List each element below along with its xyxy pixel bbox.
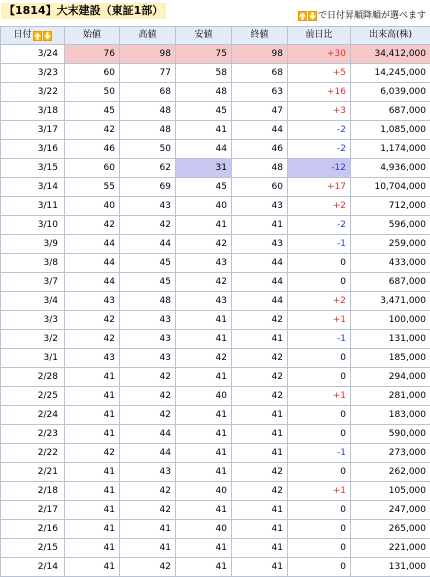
cell-date: 2/28: [1, 368, 65, 387]
cell-change: -2: [288, 140, 351, 159]
column-header-low: 安値: [176, 27, 232, 45]
table-row: [1, 140, 430, 159]
cell-high: 43: [120, 197, 176, 216]
cell-change: +2: [288, 292, 351, 311]
cell-change: -1: [288, 444, 351, 463]
cell-date: 2/25: [1, 387, 65, 406]
cell-date: 3/2: [1, 330, 65, 349]
cell-volume: 281,000: [351, 387, 430, 406]
cell-open: 41: [65, 406, 120, 425]
cell-date: 3/14: [1, 178, 65, 197]
cell-low: 41: [176, 216, 232, 235]
cell-date: 3/22: [1, 83, 65, 102]
cell-date: 3/1: [1, 349, 65, 368]
cell-change: +17: [288, 178, 351, 197]
cell-change: -2: [288, 216, 351, 235]
cell-close: 42: [232, 387, 288, 406]
cell-change: 0: [288, 406, 351, 425]
table-row: [1, 64, 430, 83]
cell-date: 2/14: [1, 558, 65, 577]
cell-low: 40: [176, 520, 232, 539]
cell-close: 44: [232, 254, 288, 273]
cell-low: 41: [176, 406, 232, 425]
cell-volume: 433,000: [351, 254, 430, 273]
cell-low: 44: [176, 140, 232, 159]
cell-open: 43: [65, 292, 120, 311]
cell-change: +1: [288, 482, 351, 501]
cell-close: 98: [232, 45, 288, 64]
cell-open: 40: [65, 197, 120, 216]
cell-open: 50: [65, 83, 120, 102]
cell-open: 41: [65, 368, 120, 387]
cell-change: +1: [288, 387, 351, 406]
cell-open: 41: [65, 558, 120, 577]
cell-high: 48: [120, 292, 176, 311]
cell-date: 2/24: [1, 406, 65, 425]
table-row: [1, 330, 430, 349]
table-row: [1, 216, 430, 235]
table-row: [1, 482, 430, 501]
cell-high: 45: [120, 273, 176, 292]
cell-date: 3/15: [1, 159, 65, 178]
cell-high: 42: [120, 387, 176, 406]
cell-volume: 259,000: [351, 235, 430, 254]
cell-close: 44: [232, 292, 288, 311]
cell-open: 42: [65, 311, 120, 330]
cell-low: 43: [176, 254, 232, 273]
cell-high: 42: [120, 216, 176, 235]
cell-volume: 6,039,000: [351, 83, 430, 102]
table-row: [1, 349, 430, 368]
cell-date: 2/23: [1, 425, 65, 444]
table-row: [1, 121, 430, 140]
cell-volume: 687,000: [351, 102, 430, 121]
cell-high: 45: [120, 254, 176, 273]
cell-date: 3/9: [1, 235, 65, 254]
cell-high: 41: [120, 539, 176, 558]
cell-high: 41: [120, 520, 176, 539]
cell-volume: 131,000: [351, 330, 430, 349]
cell-date: 3/18: [1, 102, 65, 121]
cell-change: +2: [288, 197, 351, 216]
cell-close: 60: [232, 178, 288, 197]
cell-change: +16: [288, 83, 351, 102]
cell-close: 44: [232, 273, 288, 292]
cell-volume: 687,000: [351, 273, 430, 292]
table-row: [1, 444, 430, 463]
cell-date: 2/22: [1, 444, 65, 463]
cell-volume: 265,000: [351, 520, 430, 539]
cell-volume: 1,085,000: [351, 121, 430, 140]
table-row: [1, 463, 430, 482]
cell-close: 44: [232, 121, 288, 140]
sort-descending-icon[interactable]: [308, 11, 317, 21]
sort-note-text: で日付昇順降順が選べます: [318, 10, 426, 22]
table-row: [1, 368, 430, 387]
cell-close: 48: [232, 159, 288, 178]
cell-open: 42: [65, 216, 120, 235]
table-row: [1, 45, 430, 64]
cell-change: 0: [288, 558, 351, 577]
table-header-row: [1, 27, 430, 45]
cell-volume: 262,000: [351, 463, 430, 482]
cell-volume: 590,000: [351, 425, 430, 444]
column-header-date: 日付: [1, 27, 65, 45]
cell-high: 62: [120, 159, 176, 178]
cell-low: 41: [176, 444, 232, 463]
cell-change: 0: [288, 425, 351, 444]
cell-high: 44: [120, 425, 176, 444]
cell-close: 42: [232, 368, 288, 387]
cell-low: 41: [176, 539, 232, 558]
cell-high: 42: [120, 368, 176, 387]
cell-open: 46: [65, 140, 120, 159]
cell-open: 44: [65, 235, 120, 254]
cell-low: 48: [176, 83, 232, 102]
cell-change: 0: [288, 254, 351, 273]
cell-open: 76: [65, 45, 120, 64]
cell-change: 0: [288, 463, 351, 482]
cell-high: 43: [120, 349, 176, 368]
cell-close: 41: [232, 539, 288, 558]
cell-volume: 185,000: [351, 349, 430, 368]
cell-low: 41: [176, 463, 232, 482]
cell-low: 42: [176, 273, 232, 292]
cell-open: 41: [65, 463, 120, 482]
cell-date: 3/16: [1, 140, 65, 159]
cell-open: 41: [65, 520, 120, 539]
cell-high: 68: [120, 83, 176, 102]
cell-high: 42: [120, 558, 176, 577]
cell-close: 46: [232, 140, 288, 159]
cell-date: 3/11: [1, 197, 65, 216]
table-row: [1, 387, 430, 406]
cell-date: 2/18: [1, 482, 65, 501]
column-header-change: 前日比: [288, 27, 351, 45]
cell-change: +3: [288, 102, 351, 121]
cell-high: 42: [120, 406, 176, 425]
cell-open: 44: [65, 273, 120, 292]
cell-change: 0: [288, 273, 351, 292]
cell-date: 3/4: [1, 292, 65, 311]
table-row: [1, 254, 430, 273]
cell-high: 69: [120, 178, 176, 197]
cell-date: 3/24: [1, 45, 65, 64]
cell-close: 41: [232, 520, 288, 539]
cell-high: 77: [120, 64, 176, 83]
cell-high: 98: [120, 45, 176, 64]
cell-low: 40: [176, 482, 232, 501]
cell-change: +1: [288, 311, 351, 330]
cell-low: 41: [176, 330, 232, 349]
cell-change: 0: [288, 539, 351, 558]
cell-open: 42: [65, 330, 120, 349]
cell-high: 48: [120, 102, 176, 121]
cell-change: 0: [288, 520, 351, 539]
cell-low: 41: [176, 558, 232, 577]
cell-date: 2/15: [1, 539, 65, 558]
cell-change: 0: [288, 349, 351, 368]
cell-date: 2/17: [1, 501, 65, 520]
cell-date: 2/21: [1, 463, 65, 482]
table-row: [1, 159, 430, 178]
cell-date: 3/17: [1, 121, 65, 140]
table-row: [1, 178, 430, 197]
cell-date: 2/16: [1, 520, 65, 539]
cell-open: 60: [65, 159, 120, 178]
cell-volume: 4,936,000: [351, 159, 430, 178]
cell-volume: 100,000: [351, 311, 430, 330]
cell-high: 43: [120, 463, 176, 482]
cell-volume: 1,174,000: [351, 140, 430, 159]
cell-open: 43: [65, 349, 120, 368]
cell-open: 42: [65, 444, 120, 463]
cell-close: 41: [232, 444, 288, 463]
cell-open: 44: [65, 254, 120, 273]
table-row: [1, 102, 430, 121]
sort-ascending-icon[interactable]: [298, 11, 307, 21]
cell-low: 45: [176, 102, 232, 121]
cell-close: 42: [232, 311, 288, 330]
cell-close: 41: [232, 330, 288, 349]
cell-low: 45: [176, 178, 232, 197]
cell-date: 3/7: [1, 273, 65, 292]
cell-low: 40: [176, 197, 232, 216]
cell-close: 41: [232, 501, 288, 520]
cell-low: 41: [176, 425, 232, 444]
cell-high: 42: [120, 501, 176, 520]
cell-volume: 131,000: [351, 558, 430, 577]
cell-low: 40: [176, 387, 232, 406]
cell-volume: 183,000: [351, 406, 430, 425]
sort-descending-icon[interactable]: [43, 31, 52, 41]
column-header-volume: 出来高(株): [351, 27, 430, 45]
cell-low: 43: [176, 292, 232, 311]
table-row: [1, 558, 430, 577]
cell-high: 44: [120, 235, 176, 254]
table-row: [1, 292, 430, 311]
cell-open: 41: [65, 425, 120, 444]
column-header-open: 始値: [65, 27, 120, 45]
table-row: [1, 83, 430, 102]
table-row: [1, 501, 430, 520]
cell-low: 41: [176, 311, 232, 330]
cell-volume: 105,000: [351, 482, 430, 501]
column-header-high: 高値: [120, 27, 176, 45]
cell-close: 41: [232, 558, 288, 577]
cell-open: 41: [65, 539, 120, 558]
cell-volume: 712,000: [351, 197, 430, 216]
cell-date: 3/8: [1, 254, 65, 273]
cell-low: 58: [176, 64, 232, 83]
cell-volume: 10,704,000: [351, 178, 430, 197]
cell-volume: 3,471,000: [351, 292, 430, 311]
cell-high: 48: [120, 121, 176, 140]
column-header-close: 終値: [232, 27, 288, 45]
cell-high: 42: [120, 482, 176, 501]
table-row: [1, 311, 430, 330]
cell-close: 42: [232, 349, 288, 368]
sort-ascending-icon[interactable]: [33, 31, 42, 41]
table-row: [1, 235, 430, 254]
cell-close: 41: [232, 216, 288, 235]
table-row: [1, 273, 430, 292]
cell-close: 63: [232, 83, 288, 102]
cell-close: 68: [232, 64, 288, 83]
cell-low: 75: [176, 45, 232, 64]
cell-change: 0: [288, 368, 351, 387]
table-row: [1, 520, 430, 539]
sort-note: [298, 10, 426, 22]
cell-low: 41: [176, 121, 232, 140]
cell-high: 43: [120, 330, 176, 349]
cell-change: -2: [288, 121, 351, 140]
cell-open: 55: [65, 178, 120, 197]
cell-low: 41: [176, 368, 232, 387]
cell-open: 42: [65, 121, 120, 140]
cell-date: 3/3: [1, 311, 65, 330]
page-title: 【1814】大末建設（東証1部）: [1, 3, 166, 19]
cell-volume: 294,000: [351, 368, 430, 387]
cell-volume: 273,000: [351, 444, 430, 463]
cell-low: 42: [176, 235, 232, 254]
cell-close: 41: [232, 425, 288, 444]
cell-close: 47: [232, 102, 288, 121]
cell-date: 3/23: [1, 64, 65, 83]
cell-change: +30: [288, 45, 351, 64]
cell-close: 43: [232, 235, 288, 254]
table-body: [1, 45, 430, 577]
cell-volume: 596,000: [351, 216, 430, 235]
cell-close: 42: [232, 463, 288, 482]
cell-open: 41: [65, 482, 120, 501]
cell-volume: 14,245,000: [351, 64, 430, 83]
cell-open: 41: [65, 501, 120, 520]
cell-low: 42: [176, 349, 232, 368]
cell-change: -1: [288, 330, 351, 349]
cell-low: 41: [176, 501, 232, 520]
table-row: [1, 539, 430, 558]
cell-close: 41: [232, 406, 288, 425]
price-history-table: [0, 26, 430, 577]
cell-open: 41: [65, 387, 120, 406]
cell-volume: 221,000: [351, 539, 430, 558]
cell-high: 43: [120, 311, 176, 330]
cell-change: +5: [288, 64, 351, 83]
table-row: [1, 425, 430, 444]
table-row: [1, 197, 430, 216]
cell-volume: 34,412,000: [351, 45, 430, 64]
cell-close: 43: [232, 197, 288, 216]
cell-change: 0: [288, 501, 351, 520]
cell-change: -1: [288, 235, 351, 254]
cell-volume: 247,000: [351, 501, 430, 520]
cell-close: 42: [232, 482, 288, 501]
cell-open: 60: [65, 64, 120, 83]
page-header: [0, 0, 430, 26]
cell-open: 45: [65, 102, 120, 121]
cell-high: 44: [120, 444, 176, 463]
cell-low: 31: [176, 159, 232, 178]
cell-date: 3/10: [1, 216, 65, 235]
cell-change: -12: [288, 159, 351, 178]
table-row: [1, 406, 430, 425]
cell-high: 50: [120, 140, 176, 159]
